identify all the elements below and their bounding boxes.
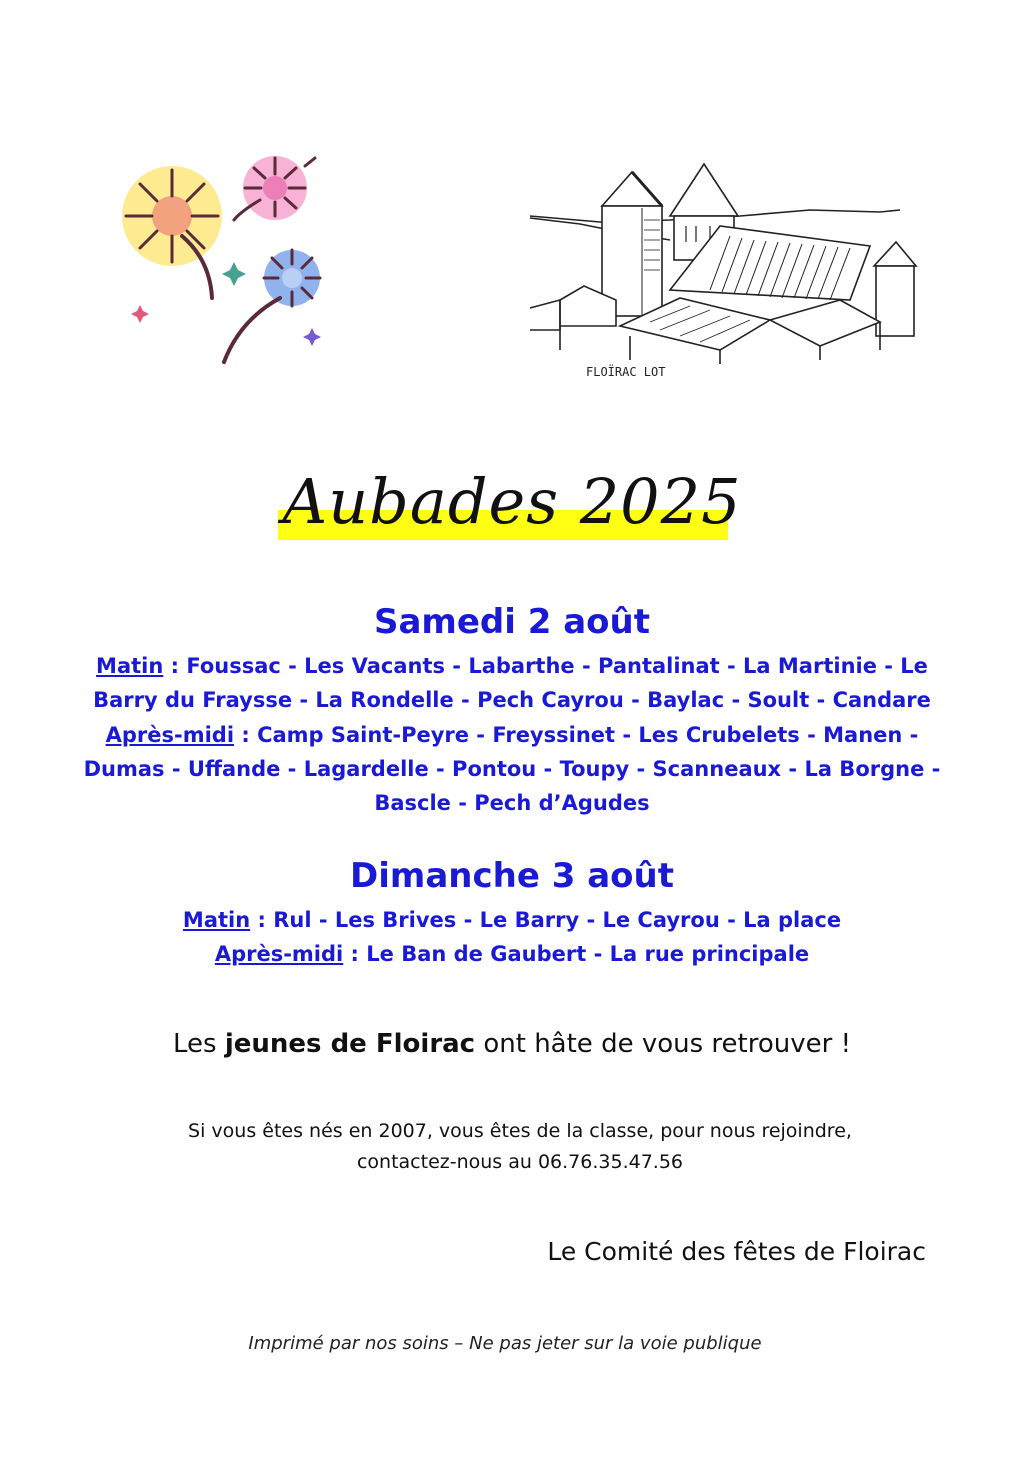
church-sketch (520, 150, 930, 390)
morning-locations: : Rul - Les Brives - Le Barry - Le Cayrou - La place (250, 908, 842, 932)
morning-locations: : Foussac - Les Vacants - Labarthe - Pantalinat - La Martinie - Le Barry du Fraysse - La Rondelle - Pech Cayrou - Baylac - Soult - Candare (93, 654, 931, 712)
message-text: Les (173, 1029, 225, 1059)
afternoon-label: Après-midi (105, 723, 235, 747)
footer-note: Imprimé par nos soins – Ne pas jeter sur la voie publique (248, 1333, 762, 1354)
schedule-sunday-afternoon (80, 937, 944, 971)
class-info-line1: Si vous êtes nés en 2007, vous êtes de la classe, pour nous rejoindre, (188, 1120, 852, 1142)
message-text: ont hâte de vous retrouver ! (475, 1029, 851, 1059)
invitation-message (0, 1026, 1024, 1062)
afternoon-label: Après-midi (214, 942, 344, 966)
fireworks-icon (100, 150, 340, 380)
signature: Le Comité des fêtes de Floirac (547, 1237, 926, 1266)
schedule-saturday-morning (80, 649, 944, 717)
message-highlight: jeunes de Floirac (224, 1029, 476, 1059)
page-title: Aubades 2025 (282, 465, 742, 538)
class-info-line2: contactez-nous au 06.76.35.47.56 (356, 1151, 684, 1173)
afternoon-locations: : Le Ban de Gaubert - La rue principale (343, 942, 810, 966)
sketch-caption: FLOÏRAC LOT (586, 365, 666, 379)
schedule-sunday-morning (80, 903, 944, 937)
title-block (0, 462, 1024, 552)
day-heading-sunday: Dimanche 3 août (350, 856, 674, 896)
day-heading-saturday: Samedi 2 août (373, 602, 650, 642)
schedule-saturday-afternoon (80, 718, 944, 820)
afternoon-locations: : Camp Saint-Peyre - Freyssinet - Les Crubelets - Manen - Dumas - Uffande - Lagardelle - Pontou - Toupy - Scanneaux - La Borgne - Bascle - Pech d’Agudes (83, 723, 941, 815)
morning-label: Matin (182, 908, 251, 932)
morning-label: Matin (96, 654, 164, 678)
